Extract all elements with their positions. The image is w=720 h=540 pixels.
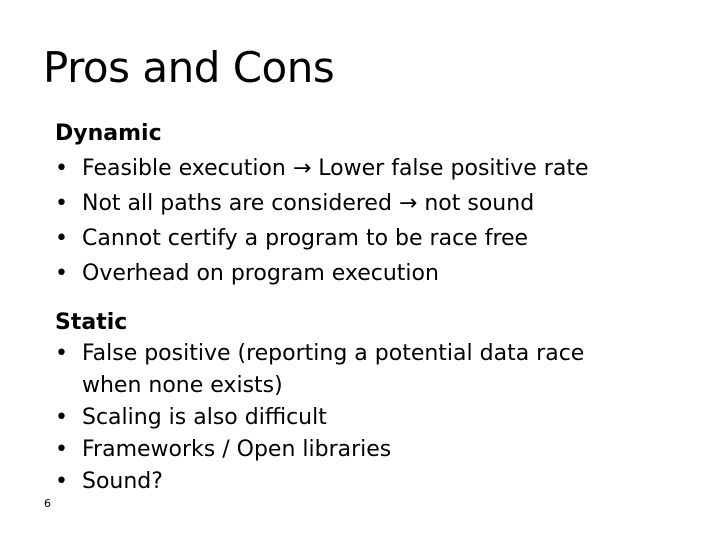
static-bullet-item bbox=[55, 402, 642, 434]
static-bullet-item bbox=[55, 466, 642, 498]
bullet-text: Feasible execution bbox=[82, 156, 286, 181]
right-arrow-icon: → bbox=[292, 156, 312, 181]
bullet-text: Scaling is also difficult bbox=[82, 405, 327, 430]
static-bullet-item bbox=[55, 338, 642, 402]
bullet-icon: • bbox=[55, 226, 68, 251]
dynamic-bullet-item bbox=[55, 256, 589, 291]
bullet-icon: • bbox=[55, 469, 68, 494]
bullet-icon: • bbox=[55, 405, 68, 430]
slide-title: Pros and Cons bbox=[43, 43, 335, 92]
bullet-icon: • bbox=[55, 156, 68, 181]
dynamic-bullet-list bbox=[55, 151, 589, 291]
slide-number: 6 bbox=[44, 497, 51, 510]
dynamic-section bbox=[55, 116, 589, 291]
bullet-text: False positive (reporting a potential data race when none exists) bbox=[82, 341, 585, 398]
bullet-text: not sound bbox=[424, 191, 535, 216]
dynamic-bullet-item bbox=[55, 221, 589, 256]
dynamic-heading: Dynamic bbox=[55, 121, 162, 146]
bullet-text: Sound? bbox=[82, 469, 163, 494]
bullet-text: Overhead on program execution bbox=[82, 261, 439, 286]
static-section bbox=[55, 305, 642, 498]
dynamic-bullet-item bbox=[55, 186, 589, 221]
bullet-icon: • bbox=[55, 437, 68, 462]
bullet-text: Lower false positive rate bbox=[318, 156, 589, 181]
bullet-text: Not all paths are considered bbox=[82, 191, 392, 216]
bullet-text: Frameworks / Open libraries bbox=[82, 437, 392, 462]
bullet-icon: • bbox=[55, 191, 68, 216]
dynamic-bullet-item bbox=[55, 151, 589, 186]
static-bullet-item bbox=[55, 434, 642, 466]
bullet-icon: • bbox=[55, 261, 68, 286]
bullet-text: Cannot certify a program to be race free bbox=[82, 226, 529, 251]
bullet-icon: • bbox=[55, 341, 68, 366]
static-bullet-list bbox=[55, 338, 642, 498]
static-heading: Static bbox=[55, 310, 128, 335]
right-arrow-icon: → bbox=[398, 191, 418, 216]
